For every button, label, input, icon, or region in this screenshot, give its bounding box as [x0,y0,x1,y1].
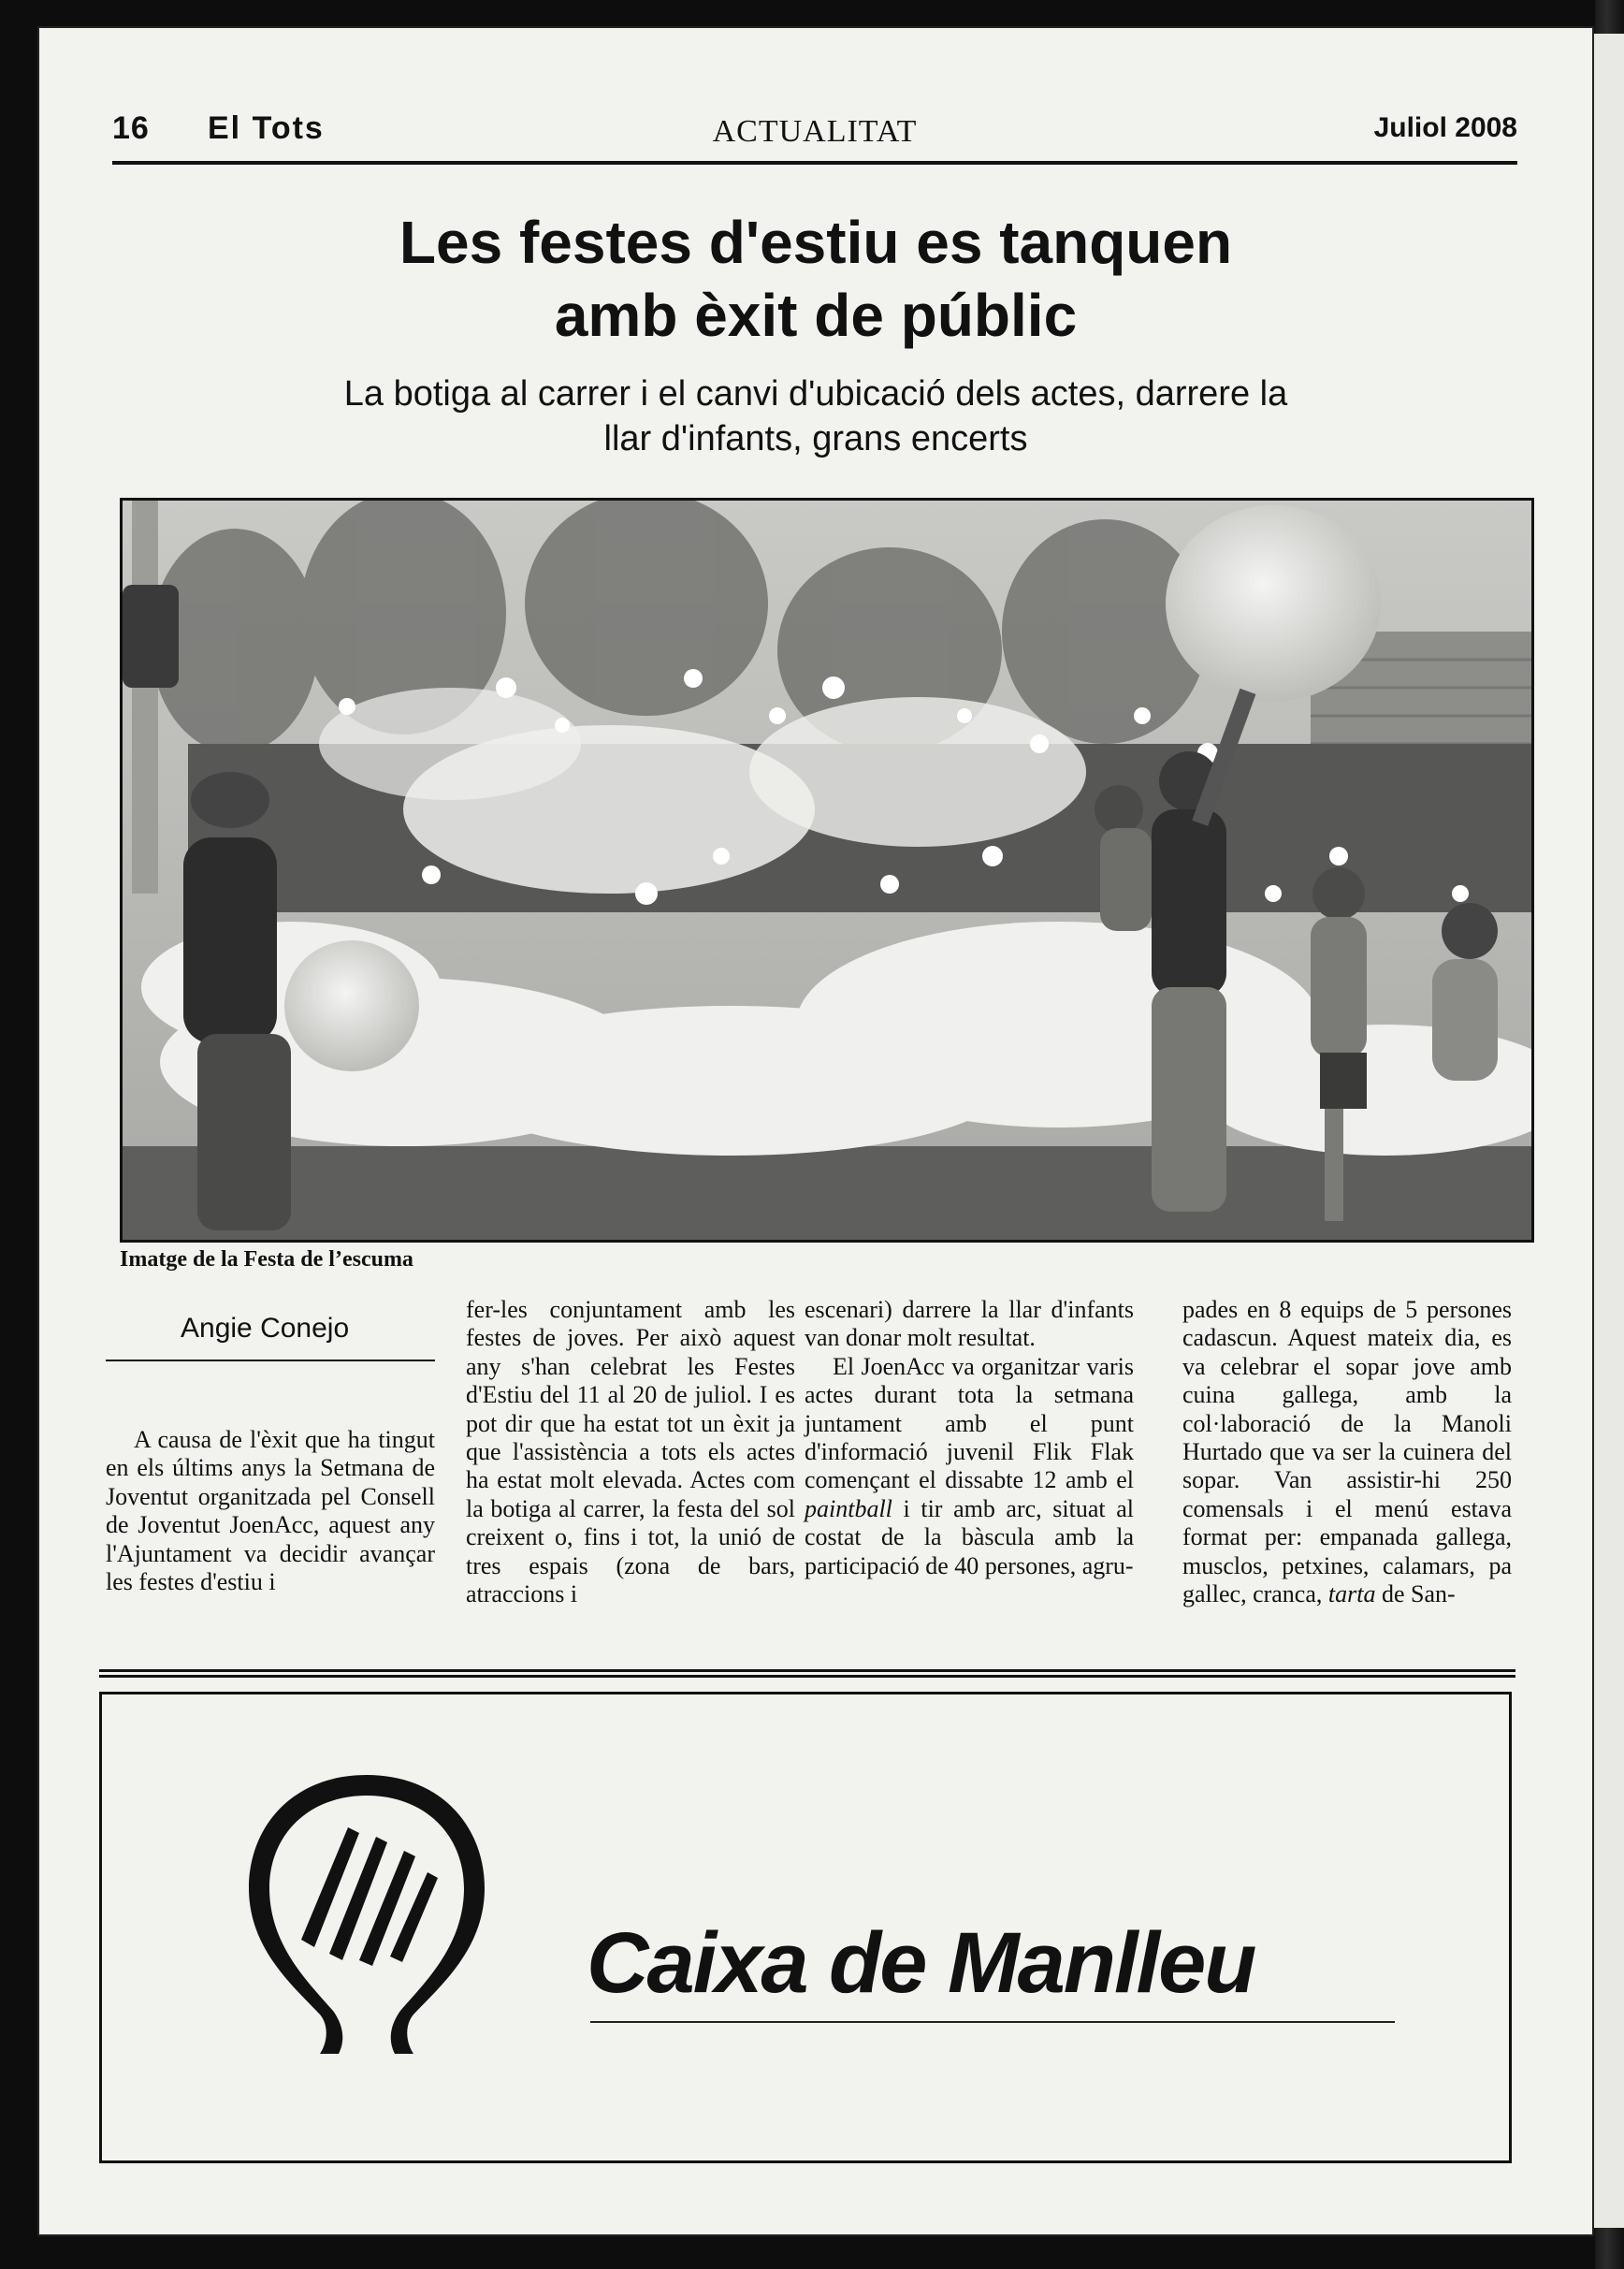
column-3-text-a: El JoenAcc va organitzar varis actes durant tota la setmana juntament amb el punt d'informació juvenil Flik Flak començant el dissabte 12 amb el [805,1352,1134,1494]
newspaper-page [39,28,1592,2234]
column-4-text-a: pades en 8 equips de 5 persones cadascun. Aquest mateix dia, es va celebrar el sopar jove amb cuina gallega, amb la col·laboració de la Manoli Hurtado que va ser la cuinera del sopar. Van assistir-hi 250 comensals i el menú estava format per: empanada gallega, musclos, petxines, calamars, pa gallec, cranca, [1182,1296,1512,1608]
article-subtitle [245,371,1386,461]
column-2-text: fer-les conjuntament amb les festes de joves. Per això aquest any s'han celebrat les Festes d'Estiu del 11 al 20 de juliol. I es pot dir que ha estat tot un èxit ja que l'assistència a tots els actes ha estat molt elevada. Actes com la botiga al carrer, la festa del sol creixent o, fins i tot, la unió de tres espais (zona de bars, atraccions i [466,1296,795,1608]
article-column-2 [466,1296,795,1608]
ad-underline [590,2021,1395,2023]
publication-name: El Tots [208,110,325,146]
ad-separator-rule [99,1669,1515,1678]
author-byline: Angie Conejo [181,1313,350,1344]
next-page-edge [1594,34,1624,2228]
article-column-4 [1182,1296,1512,1608]
article-column-1 [106,1426,435,1596]
column-1-text: A causa de l'èxit que ha tingut en els últims anys la Setmana de Joventut organitzada pel Consell de Joventut JoenAcc, aquest any l'Ajuntament va decidir avançar les festes d'estiu i [106,1426,435,1596]
caixa-manlleu-logo-icon [236,1762,498,2061]
foam-party-photo [123,501,1531,1240]
photo-caption: Imatge de la Festa de l’escuma [120,1247,413,1272]
column-4-text [1182,1296,1512,1608]
ad-brand-name: Caixa de Manlleu [587,1915,1255,2011]
article-title [39,206,1592,352]
issue-date: Juliol 2008 [1373,112,1517,143]
page-number: 16 [112,110,150,146]
column-4-text-b: de San- [1375,1580,1456,1608]
advertisement [99,1692,1512,2163]
page-header [112,105,1517,165]
title-line-2: amb èxit de públic [554,282,1078,349]
subtitle-line-1: La botiga al carrer i el canvi d'ubicació dels actes, darrere la [343,374,1288,414]
column-3-paragraph-1: escenari) darrere la llar d'infants van donar molt resultat. [805,1296,1134,1352]
column-3-text-b: i tir amb arc, situat al costat de la bàscula amb la participació de 40 persones, agru- [805,1494,1134,1579]
column-3-paragraph-2 [805,1353,1134,1580]
subtitle-line-2: llar d'infants, grans encerts [603,419,1028,458]
article-photo [120,498,1534,1243]
column-4-italic: tarta [1327,1580,1376,1608]
byline-box [106,1296,435,1361]
column-3-italic: paintball [805,1494,892,1522]
section-name: ACTUALITAT [712,114,918,149]
article-column-3 [805,1296,1134,1580]
title-line-1: Les festes d'estiu es tanquen [399,209,1233,276]
